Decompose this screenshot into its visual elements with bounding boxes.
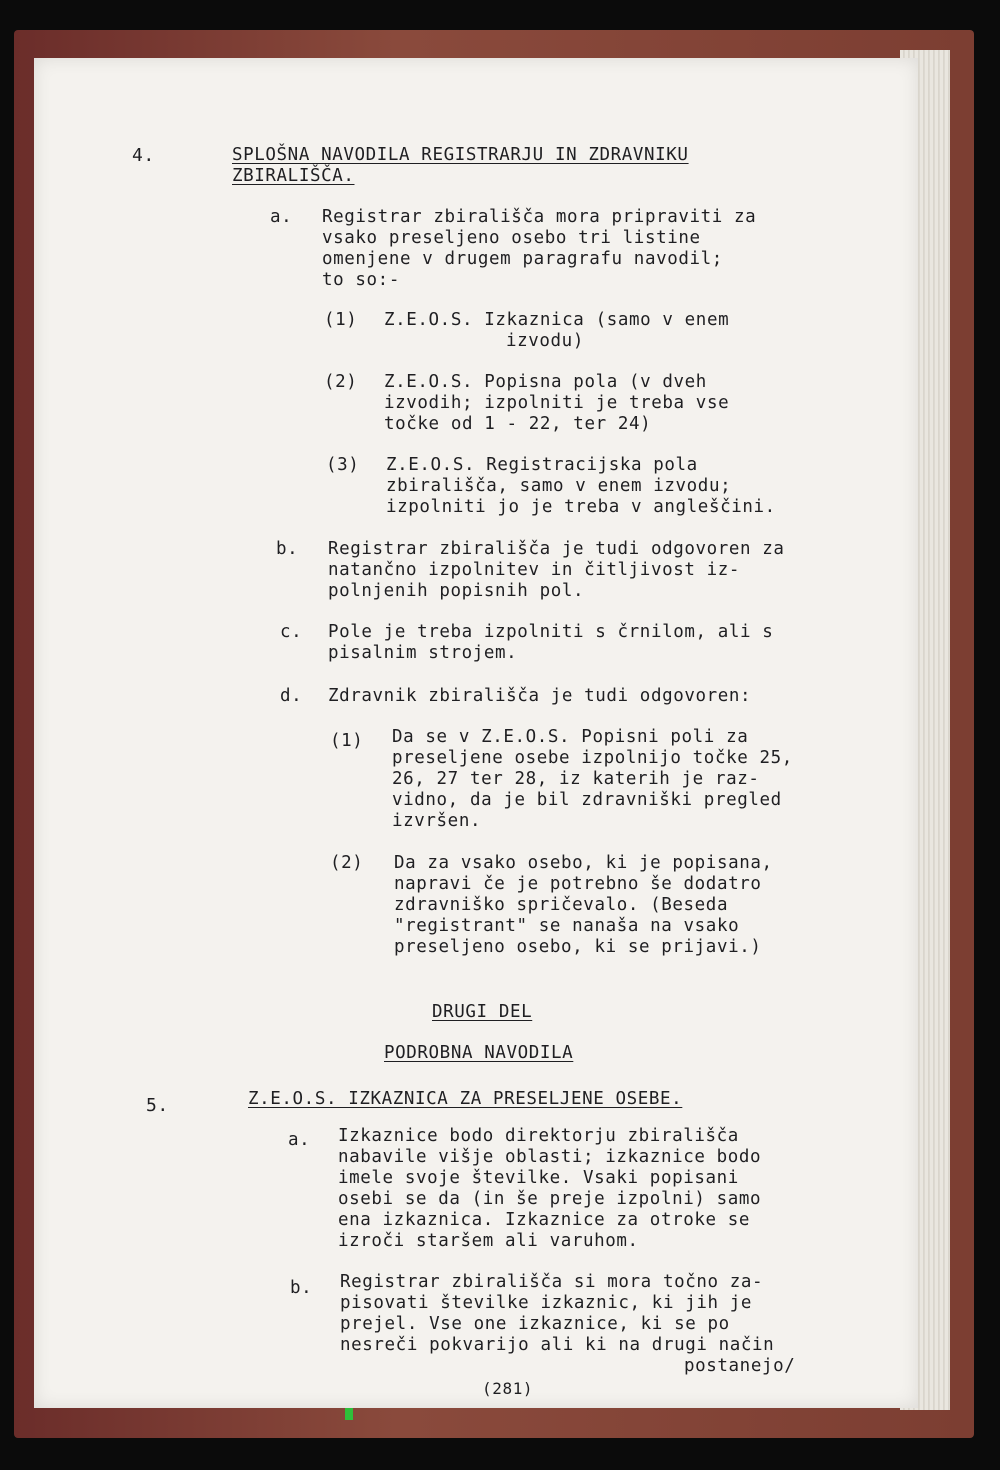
subitem-line: "registrant" se nanaša na vsako (394, 916, 740, 936)
subitem-line: Da za vsako osebo, ki je popisana, (394, 853, 773, 873)
subitem-line: izpolniti jo je treba v angleščini. (386, 497, 776, 517)
paragraph-line: prejel. Vse one izkaznice, ki se po (340, 1314, 730, 1334)
subitem-number: (2) (324, 372, 358, 392)
subitem-line: izvodih; izpolniti je treba vse (384, 393, 730, 413)
paragraph-line: pisalnim strojem. (328, 643, 518, 663)
paragraph-line: ena izkaznica. Izkaznice za otroke se (338, 1210, 751, 1230)
paragraph-line: Registrar zbirališča je tudi odgovoren za (328, 539, 785, 559)
subitem-line: Da se v Z.E.O.S. Popisni poli za (392, 727, 749, 747)
paragraph-line: nabavile višje oblasti; izkaznice bodo (338, 1147, 762, 1167)
section-number: 5. (146, 1095, 169, 1116)
paragraph-line: Izkaznice bodo direktorju zbirališča (338, 1126, 739, 1146)
subitem-line: vidno, da je bil zdravniški pregled (392, 790, 782, 810)
section-title: Z.E.O.S. IZKAZNICA ZA PRESELJENE OSEBE. (248, 1089, 683, 1109)
item-label: a. (270, 207, 293, 227)
page-number: (281) (482, 1379, 534, 1398)
subitem-line: preseljeno osebo, ki se prijavi.) (394, 937, 762, 957)
item-label: c. (280, 622, 303, 642)
subitem-line: izvršen. (392, 811, 482, 831)
section-title-cont: ZBIRALIŠČA. (232, 166, 355, 186)
subitem-line: Z.E.O.S. Izkaznica (samo v enem (384, 310, 730, 330)
section-title: SPLOŠNA NAVODILA REGISTRARJU IN ZDRAVNIKU (232, 145, 689, 165)
item-label: a. (288, 1130, 311, 1150)
paragraph-line: natančno izpolnitev in čitljivost iz- (328, 560, 741, 580)
paragraph-line: Pole je treba izpolniti s črnilom, ali s (328, 622, 774, 642)
subitem-number: (1) (330, 731, 364, 751)
subitem-line: točke od 1 - 22, ter 24) (384, 414, 652, 434)
paragraph-line: Registrar zbirališča mora pripraviti za (322, 207, 757, 227)
subitem-line: Z.E.O.S. Registracijska pola (386, 455, 698, 475)
paragraph-line: Registrar zbirališča si mora točno za- (340, 1272, 764, 1292)
paragraph-line: izroči staršem ali varuhom. (338, 1231, 639, 1251)
paragraph-line: vsako preseljeno osebo tri listine (322, 228, 701, 248)
paragraph-line: Zdravnik zbirališča je tudi odgovoren: (328, 686, 752, 706)
subitem-number: (1) (324, 310, 358, 330)
part-heading: DRUGI DEL (432, 1002, 533, 1022)
item-label: b. (276, 539, 299, 559)
paragraph-line: to so:- (322, 270, 400, 290)
part-subheading: PODROBNA NAVODILA (384, 1043, 574, 1063)
subitem-line: Z.E.O.S. Popisna pola (v dveh (384, 372, 707, 392)
subitem-number: (2) (330, 853, 364, 873)
subitem-line: zdravniško spričevalo. (Beseda (394, 895, 729, 915)
catchword: postanejo/ (684, 1356, 796, 1376)
section-number: 4. (132, 145, 155, 166)
paragraph-line: osebi se da (in še preje izpolni) samo (338, 1189, 762, 1209)
subitem-line: 26, 27 ter 28, iz katerih je raz- (392, 769, 760, 789)
item-label: d. (280, 686, 303, 706)
paragraph-line: nesreči pokvarijo ali ki na drugi način (340, 1335, 775, 1355)
paragraph-line: omenjene v drugem paragrafu navodil; (322, 249, 723, 269)
subitem-line: izvodu) (506, 331, 584, 351)
paragraph-line: polnjenih popisnih pol. (328, 581, 585, 601)
paragraph-line: imele svoje številke. Vsaki popisani (338, 1168, 739, 1188)
green-bookmark (345, 1408, 353, 1420)
subitem-line: preseljene osebe izpolnijo točke 25, (392, 748, 793, 768)
subitem-line: zbirališča, samo v enem izvodu; (386, 476, 732, 496)
paragraph-line: pisovati številke izkaznic, ki jih je (340, 1293, 753, 1313)
subitem-number: (3) (326, 455, 360, 475)
subitem-line: napravi če je potrebno še dodatro (394, 874, 762, 894)
item-label: b. (290, 1278, 313, 1298)
